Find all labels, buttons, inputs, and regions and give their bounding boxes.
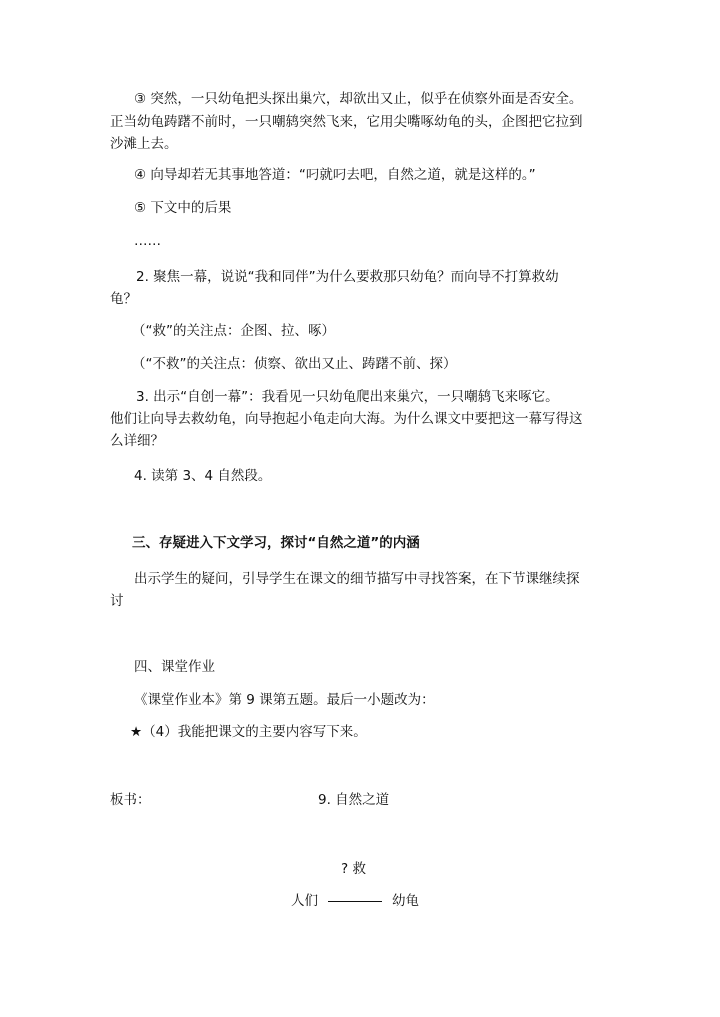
- question-3-line-2: 他们让向导去救幼龟，向导抱起小龟走向大海。为什么课文中要把这一幕写得这: [110, 411, 583, 427]
- para-3-line-3: 沙滩上去。: [110, 136, 178, 152]
- question-3-line-1: 3. 出示“自创一幕”：我看见一只幼龟爬出来巢穴，一只嘲鸫飞来啄它。: [136, 389, 559, 405]
- question-3-line-3: 么详细？: [110, 433, 164, 449]
- board-young-turtle: 幼龟: [392, 893, 419, 909]
- board-title: 9. 自然之道: [318, 792, 390, 808]
- para-5: ⑤ 下文中的后果: [134, 200, 232, 216]
- homework-line: 《课堂作业本》第 9 课第五题。最后一小题改为：: [134, 692, 435, 708]
- section-4-heading: 四、课堂作业: [134, 659, 215, 675]
- ellipsis: ……: [134, 233, 161, 249]
- section-3-heading: 三、存疑进入下文学习，探讨“自然之道”的内涵: [132, 535, 420, 551]
- section-3-line-1: 出示学生的疑问，引导学生在课文的细节描写中寻找答案，在下节课继续探: [134, 571, 580, 587]
- board-people: 人们: [291, 893, 318, 909]
- question-4: 4. 读第 3、4 自然段。: [134, 468, 272, 484]
- para-4: ④ 向导却若无其事地答道：“叼就叼去吧，自然之道，就是这样的。”: [134, 167, 536, 183]
- question-2-line-1: 2. 聚焦一幕，说说“我和同伴”为什么要救那只幼龟？而向导不打算救幼: [136, 269, 559, 285]
- question-2-line-2: 龟？: [110, 291, 137, 307]
- homework-star-item: ★（4）我能把课文的主要内容写下来。: [130, 724, 367, 740]
- board-label: 板书：: [110, 792, 151, 808]
- para-3-line-2: 正当幼龟踌躇不前时，一只嘲鸫突然飞来，它用尖嘴啄幼龟的头，企图把它拉到: [110, 114, 583, 130]
- question-2-note-save: （“救”的关注点：企图、拉、啄）: [132, 323, 335, 339]
- section-3-line-2: 讨: [110, 593, 124, 609]
- board-question-save: ? 救: [341, 861, 366, 877]
- para-3-line-1: ③ 突然，一只幼龟把头探出巢穴，却欲出又止，似乎在侦察外面是否安全。: [134, 91, 583, 107]
- board-connector-line: [328, 901, 382, 902]
- question-2-note-not-save: （“不救”的关注点：侦察、欲出又止、踌躇不前、探）: [132, 356, 457, 372]
